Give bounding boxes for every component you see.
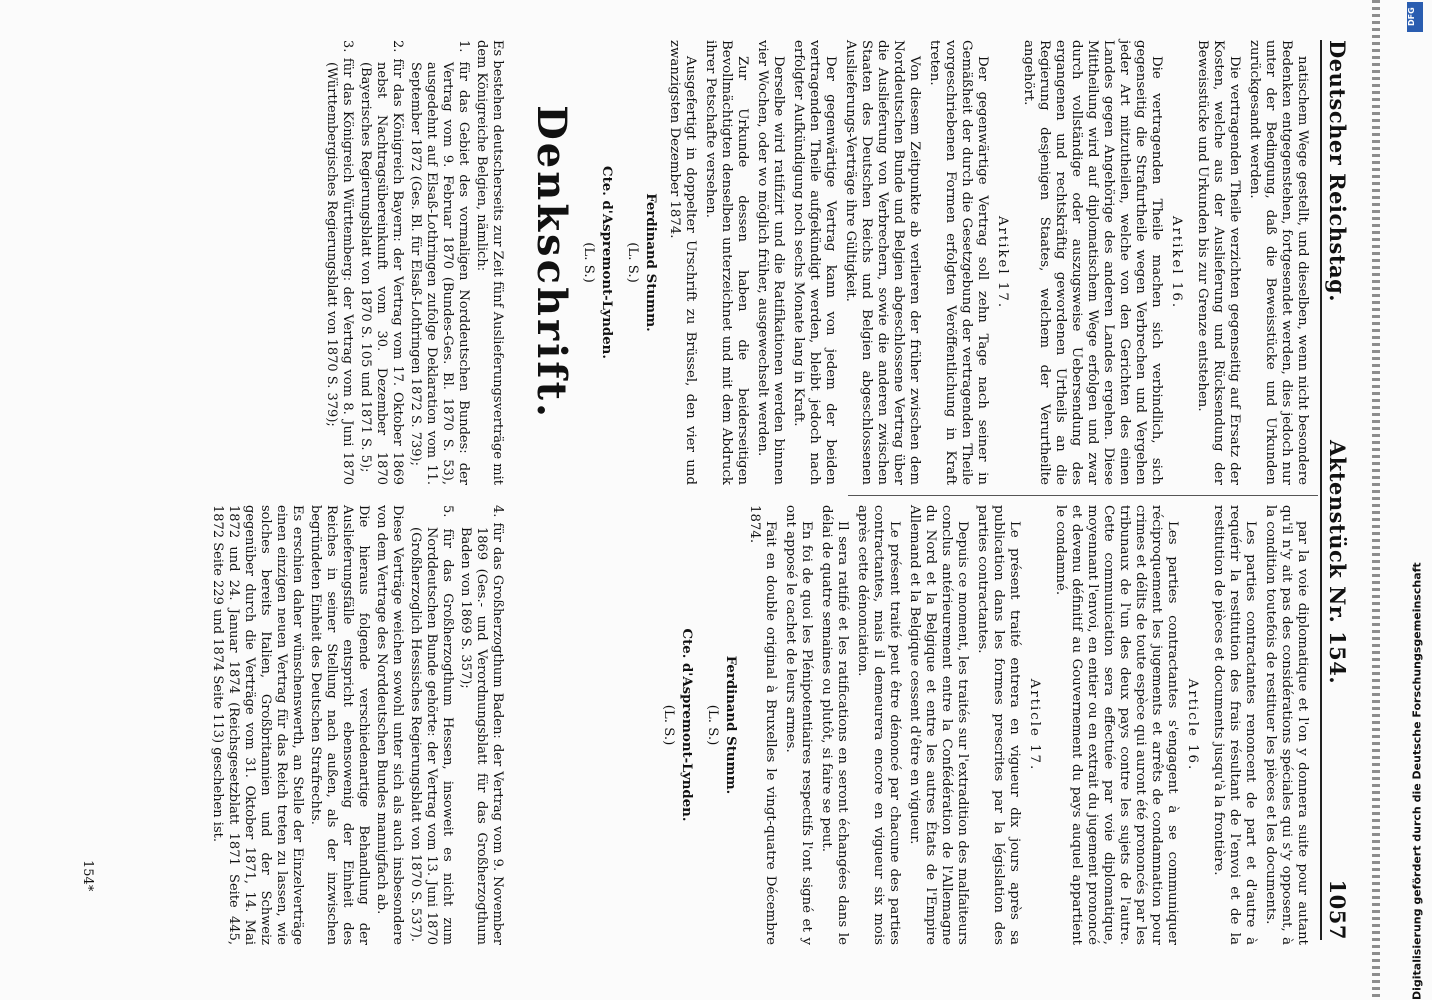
right-article-17-paragraph: Il sera ratifié et les ratifications en seront échangées dans le délai de quatre semaines ou plutôt, si faire se peut. [819,505,850,945]
treaty-list-item: 2. für das Königreich Bayern: der Vertrag vom 17. Oktober 1869 nebst Nachtragsübereinkunft vom 30. Dezember 1870 (Bayerisches Regierungsblatt von 1870 S. 105 und 1871 S. 5); [358,40,405,485]
denkschrift-paragraph-2: Die hieraus folgende verschiedenartige Behandlung der Auslieferungsfälle entspricht ebensowenig der Einheit des Reiches in seiner Stellung nach außen, als der inzwischen begründeten Einheit des Deutschen Strafrechts. [308,505,371,945]
left-seal-mark-2: (L. S.) [581,242,596,283]
denkschrift-left-column [321,40,505,485]
right-intro-paragraph-2: Les parties contractantes renoncent de part et d'autre à requérir la restitution des frais résultant de l'envoi et de la restitution de pièces et documents jusqu'à la frontière. [1211,505,1258,945]
left-article-16-heading: Artikel 16. [1169,215,1184,310]
column-divider [848,495,1318,496]
denkschrift-right-column [207,505,505,945]
treaty-list-item: 5. für das Großherzogthum Hessen, insoweit es nicht zum Norddeutschen Bunde gehörte: der Vertrag vom 13. Juni 1870 (Großherzoglich Hessisches Regierungsblatt von 1870 S. 537). [408,505,455,945]
right-article-16-text: Les parties contractantes s'engagent à se communiquer réciproquement les jugements et arrêts de condamnation pour crimes et délits de toute espèce qui auront été prononcés par les tribunaux de l'un des deux pays contre les sujets de l'autre. Cette communication sera effectuée par voie diplomatique, moyennant l'envoi, en entier ou en extrait du jugement prononcé et devenu définitif au Gouvernement du pays auquel appartient le condamné. [1053,505,1180,945]
german-text-column [574,40,1310,485]
right-intro-paragraph-1: par la voie diplomatique et l'on y donnera suite pour autant qu'il n'y ait pas des considérations spéciales qui s'y opposent, à la condition toutefois de restituer les pièces et les documents. [1263,505,1310,945]
right-seal-mark-1: (L. S.) [705,704,720,746]
left-intro-paragraph-1: natischem Wege gestellt, und dieselben, wenn nicht besondere Bedenken entgegenstehen, fortgesendet werden, dies jedoch nur unter der Bedingung, daß die Beweisstücke und Urkunden zurückgesandt werden. [1247,40,1310,485]
scan-edge-artifact [1372,0,1380,1000]
header-left: Deutscher Reichstag. [1325,40,1350,303]
funding-note-text: Digitalisierung gefördert durch die Deutsche Forschungsgemeinschaft [1411,562,1424,1000]
right-signature-aspremont: Cte. d'Aspremont-Lynden. [679,628,694,822]
header-document-number: Aktenstück Nr. 154. [1325,440,1350,685]
denkschrift-intro: Es bestehen deutscherseits zur Zeit fünf Auslieferungsverträge mit dem Königreiche Belgien, nämlich: [474,40,505,485]
left-article-17-paragraph: Derselbe wird ratifizirt und die Ratifikationen werden binnen vier Wochen, oder wo möglich früher, ausgewechselt werden. [755,40,786,485]
left-article-17-paragraph: Der gegenwärtige Vertrag soll zehn Tage nach seiner in Gemäßheit der durch die Gesetzgebung der vertragenden Theile vorgeschriebenen Formen erfolgten Veröffentlichung in Kraft treten. [927,40,990,485]
right-article-16-heading: Article 16. [1185,678,1200,772]
treaty-list-item: 4. für das Großherzogthum Baden: der Vertrag vom 9. November 1869 (Ges.- und Verordnungsblatt für das Großherzogthum Baden von 1869 S. 357); [458,505,505,945]
right-article-17-paragraph: Depuis ce moment, les traités sur l'extradition des malfaiteurs conclus antérieurement entre la Confédération de l'Allemagne du Nord et la Belgique et entre les autres États de l'Empire Allemand et la Belgique cessent d'être en vigueur. [907,505,970,945]
treaty-list-item: 1. für das Gebiet des vormaligen Norddeutschen Bundes: der Vertrag vom 9. Februar 1870 (Bundes-Ges. Bl. 1870 S. 53), ausgedehnt auf Elsaß-Lothringen zufolge Deklaration vom 11. September 1872 (Ges. Bl. für Elsaß-Lothringen 1872 S. 739); [408,40,471,485]
denkschrift-title: Denkschrift. [528,105,575,420]
right-signature-stumm: Ferdinand Stumm. [723,655,738,795]
page-number: 1057 [1325,879,1350,940]
left-article-16-text: Die vertragenden Theile machen sich verbindlich, sich gegenseitig die Strafurtheile wegen Verbrechen und Vergehen jeder Art mitzutheilen, welche von den Gerichten des einen Landes gegen Angehörige des anderen Landes ergehen. Diese Mittheilung wird auf diplomatischem Wege erfolgen und zwar durch vollständige oder auszugsweise Uebersendung des ergangenen und rechtskräftig gewordenen Urtheils an die Regierung desjenigen Staates, welchem der Verurtheilte angehört. [1021,40,1164,485]
left-seal-mark-1: (L. S.) [625,242,640,283]
left-article-17-heading: Artikel 17. [995,215,1010,310]
page-header [1320,40,1352,940]
denkschrift-paragraph-1: Diese Verträge weichen sowohl unter sich als auch insbesondere von dem Vertrage des Norddeutschen Bundes mannigfach ab. [374,505,405,945]
funding-note [1406,0,1424,1000]
left-signature-aspremont: Cte. d'Aspremont-Lynden. [599,166,614,359]
right-article-17-paragraph: Le présent traité entrera en vigueur dix jours après sa publication dans les formes prescrites par la législation des parties contractantes. [975,505,1022,945]
left-intro-paragraph-2: Die vertragenden Theile verzichten gegenseitig auf Ersatz der Kosten, welche aus der Auslieferung und Rücksendung der Beweisstücke und Urkunden bis zur Grenze entstehen. [1195,40,1242,485]
right-article-17-heading: Article 17. [1027,678,1042,772]
right-article-17-paragraph: En foi de quoi les Plénipotentiaires respectifs l'ont signé et y ont apposé le cachet de leurs armes. [783,505,814,945]
denkschrift-paragraph-3: Es erschien daher wünschenswerth, an Stelle der Einzelverträge einen einzigen neuen Vertrag für das Reich treten zu lassen, wie solches bereits Italien, Großbritannien und der Schweiz gegenüber durch die Verträge vom 31. Oktober 1871, 14. Mai 1872 und 24. Januar 1874 (Reichsgesetzblatt 1871 Seite 445, 1872 Seite 229 und 1874 Seite 113) geschehen ist. [210,505,305,945]
signature-mark: 154* [80,860,95,892]
french-text-column [654,505,1310,945]
treaty-list-item: 3. für das Königreich Württemberg: der Vertrag vom 8. Juni 1870 (Württembergisches Regierungsblatt von 1870 S. 379); [324,40,355,485]
right-article-17-paragraph: Le présent traité peut être dénoncé par chacune des parties contractantes, mais il demeurera encore en vigueur six mois après cette dénonciation. [855,505,902,945]
right-article-17-paragraph: Fait en double original à Bruxelles le vingt-quatre Décembre 1874. [747,505,778,945]
right-seal-mark-2: (L. S.) [661,704,676,746]
left-article-17-paragraph: Der gegenwärtige Vertrag kann von jedem der beiden vertragenden Theile aufgekündigt werden, bleibt jedoch nach erfolgter Aufkündigung noch sechs Monate lang in Kraft. [791,40,838,485]
left-article-17-paragraph: Von diesem Zeitpunkte ab verlieren der früher zwischen dem Norddeutschen Bunde und Belgien abgeschlossene Vertrag über die Auslieferung von Verbrechern, sowie die anderen zwischen Staaten des Deutschen Reichs und Belgien abgeschlossenen Auslieferungs-Verträge ihre Gültigkeit. [843,40,922,485]
dfg-logo: DFG [1407,2,1423,32]
left-article-17-paragraph: Ausgefertigt in doppelter Urschrift zu Brüssel, den vier und zwanzigsten Dezember 1874. [667,40,698,485]
left-signature-stumm: Ferdinand Stumm. [643,193,658,332]
left-article-17-paragraph: Zur Urkunde dessen haben die beiderseitigen Bevollmächtigten denselben unterzeichnet und mit dem Abdruck ihrer Petschafte versehen. [703,40,750,485]
